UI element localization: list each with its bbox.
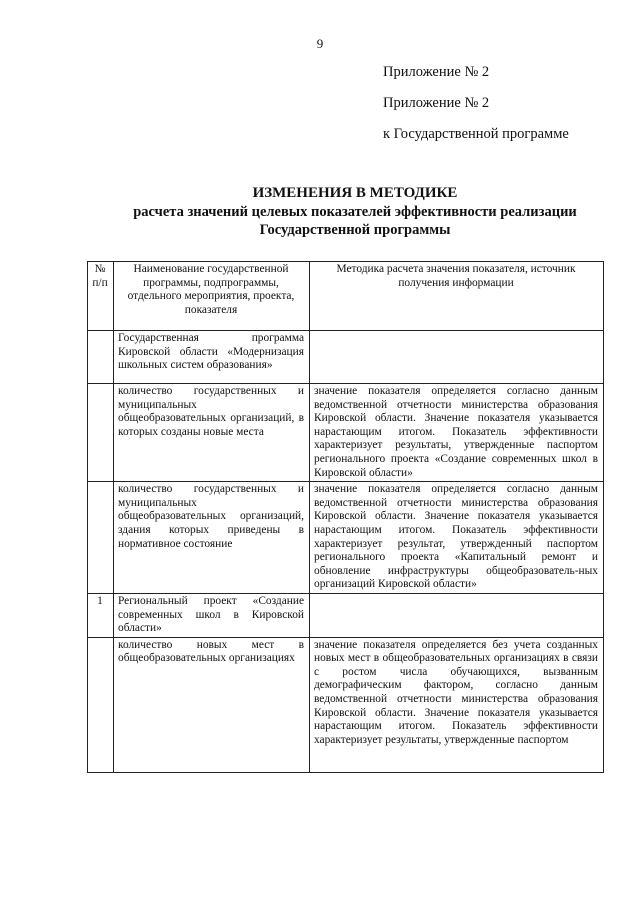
row-name: Региональный проект «Создание современных школ в Кировской области»: [114, 593, 310, 637]
methods-table: [87, 261, 604, 773]
row-name: Государственная программа Кировской области «Модернизация школьных систем образования»: [114, 331, 310, 384]
row-method: значение показателя определяется согласно данным ведомственной отчетности министерства образования Кировской области. Значение показателя указывается нарастающим итогом. Показатель эффективности характеризует результаты, утвержденные паспортом регионального проекта «Создание современных школ в Кировской области»: [310, 384, 604, 482]
appendix-label-repeat: Приложение № 2: [383, 95, 490, 111]
table-row: [88, 384, 604, 482]
appendix-reference: к Государственной программе: [383, 126, 569, 142]
row-num: [88, 482, 114, 594]
document-title: ИЗМЕНЕНИЯ В МЕТОДИКЕ: [252, 185, 458, 201]
row-num: [88, 384, 114, 482]
row-name: количество новых мест в общеобразовательных организациях: [114, 637, 310, 772]
table-row: [88, 637, 604, 772]
document-subtitle-2: Государственной программы: [259, 222, 451, 238]
document-subtitle: расчета значений целевых показателей эффективности реализации: [133, 204, 577, 220]
table-header-row: [88, 262, 604, 331]
header-method: Методика расчета значения показателя, источник получения информации: [310, 262, 604, 331]
table-row: [88, 593, 604, 637]
table-row: [88, 482, 604, 594]
header-name: Наименование государственной программы, подпрограммы, отдельного мероприятия, проекта, показателя: [114, 262, 310, 331]
page-number: 9: [316, 36, 324, 51]
table-row: [88, 331, 604, 384]
row-method: [310, 593, 604, 637]
row-method-cell: [310, 637, 604, 772]
row-name: количество государственных и муниципальных общеобразовательных организаций, здания которых приведены в нормативное состояние: [114, 482, 310, 594]
row-name: количество государственных и муниципальных общеобразовательных организаций, в которых созданы новые места: [114, 384, 310, 482]
header-num: № п/п: [88, 262, 114, 331]
row-num: 1: [88, 593, 114, 637]
appendix-label: Приложение № 2: [383, 64, 490, 80]
row-method: значение показателя определяется согласно данным ведомственной отчетности министерства образования Кировской области. Значение показателя указывается нарастающим итогом. Показатель эффективности характеризует результат, утвержденный паспортом регионального проекта «Капитальный ремонт и обновление инфраструктуры общеобразователь-ных организаций Кировской области»: [310, 482, 604, 594]
row-method: [310, 331, 604, 384]
row-num: [88, 637, 114, 772]
row-num: [88, 331, 114, 384]
row-method: значение показателя определяется без учета созданных новых мест в общеобразовательных организациях в связи с ростом числа обучающихся, вызванным демографическим фактором, согласно данным ведомственной отчетности министерства образования Кировской области. Значение показателя указывается нарастающим итогом. Показатель эффективности характеризует результаты, утвержденные паспортом: [314, 638, 598, 746]
